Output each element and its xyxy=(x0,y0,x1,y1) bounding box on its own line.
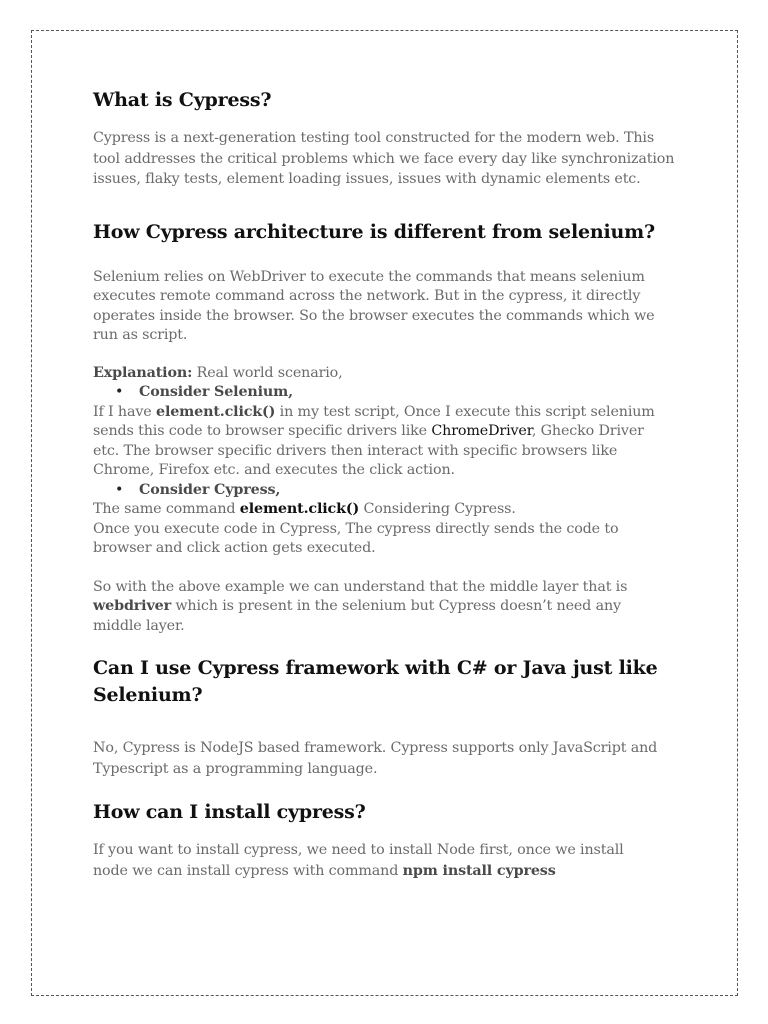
selenium-text-mid: in my test script, Once I execute this script selenium sends this code to browser specific drivers like xyxy=(93,403,655,439)
install-text-pre: If you want to install cypress, we need to install Node first, once we install node we can install cypress with command xyxy=(93,842,624,879)
chromedriver-text: ChromeDriver xyxy=(431,423,532,439)
paragraph-cypress-execute: Once you execute code in Cypress, The cypress directly sends the code to browser and click action gets executed. xyxy=(93,520,619,556)
heading-architecture: How Cypress architecture is different from selenium? xyxy=(93,220,655,243)
cypress-text-post: Considering Cypress. xyxy=(359,501,516,517)
explanation-line xyxy=(93,364,683,384)
heading-csharp-java: Can I use Cypress framework with C# or Java just like Selenium? xyxy=(93,657,658,706)
cypress-text-pre: The same command xyxy=(93,501,240,517)
paragraph-architecture: Selenium relies on WebDriver to execute the commands that means selenium executes remote command across the network. But in the cypress, it directly operates inside the browser. So the browser executes the commands which we run as script. xyxy=(93,268,655,343)
cypress-code: element.click() xyxy=(239,501,360,517)
selenium-code: element.click() xyxy=(156,403,276,420)
conclusion-text-pre: So with the above example we can understand that the middle layer that is xyxy=(93,578,628,595)
paragraph-what-is-cypress: Cypress is a next-generation testing tool constructed for the modern web. This tool addresses the critical problems which we face every day like synchronization issues, flaky tests, element loading issues, issues with dynamic elements etc. xyxy=(93,130,675,187)
selenium-text-pre: If I have xyxy=(93,403,156,420)
paragraph-install-cypress xyxy=(93,840,653,881)
bullet-list-cypress xyxy=(93,481,683,501)
install-command: npm install cypress xyxy=(402,862,556,879)
conclusion-bold: webdriver xyxy=(93,598,171,614)
selenium-text-post: , Ghecko Driver etc. The browser specific drivers then interact with specific browsers like Chrome, Firefox etc. and executes the click action. xyxy=(93,423,644,478)
paragraph-conclusion xyxy=(93,578,668,637)
bullet-consider-selenium: • Consider Selenium, xyxy=(93,383,683,403)
document-content xyxy=(93,86,683,881)
paragraph-cypress-example xyxy=(93,500,683,520)
explanation-label: Explanation: xyxy=(93,364,193,381)
paragraph-selenium-example xyxy=(93,403,673,481)
explanation-text: Real world scenario, xyxy=(192,364,343,381)
bullet-list-selenium xyxy=(93,383,683,403)
heading-what-is-cypress: What is Cypress? xyxy=(93,89,272,111)
heading-install-cypress: How can I install cypress? xyxy=(93,801,366,823)
paragraph-csharp-java: No, Cypress is NodeJS based framework. Cypress supports only JavaScript and Typescript as a programming language. xyxy=(93,740,658,777)
bullet-consider-cypress: • Consider Cypress, xyxy=(93,481,683,501)
conclusion-text-post: which is present in the selenium but Cypress doesn’t need any middle layer. xyxy=(93,598,621,634)
